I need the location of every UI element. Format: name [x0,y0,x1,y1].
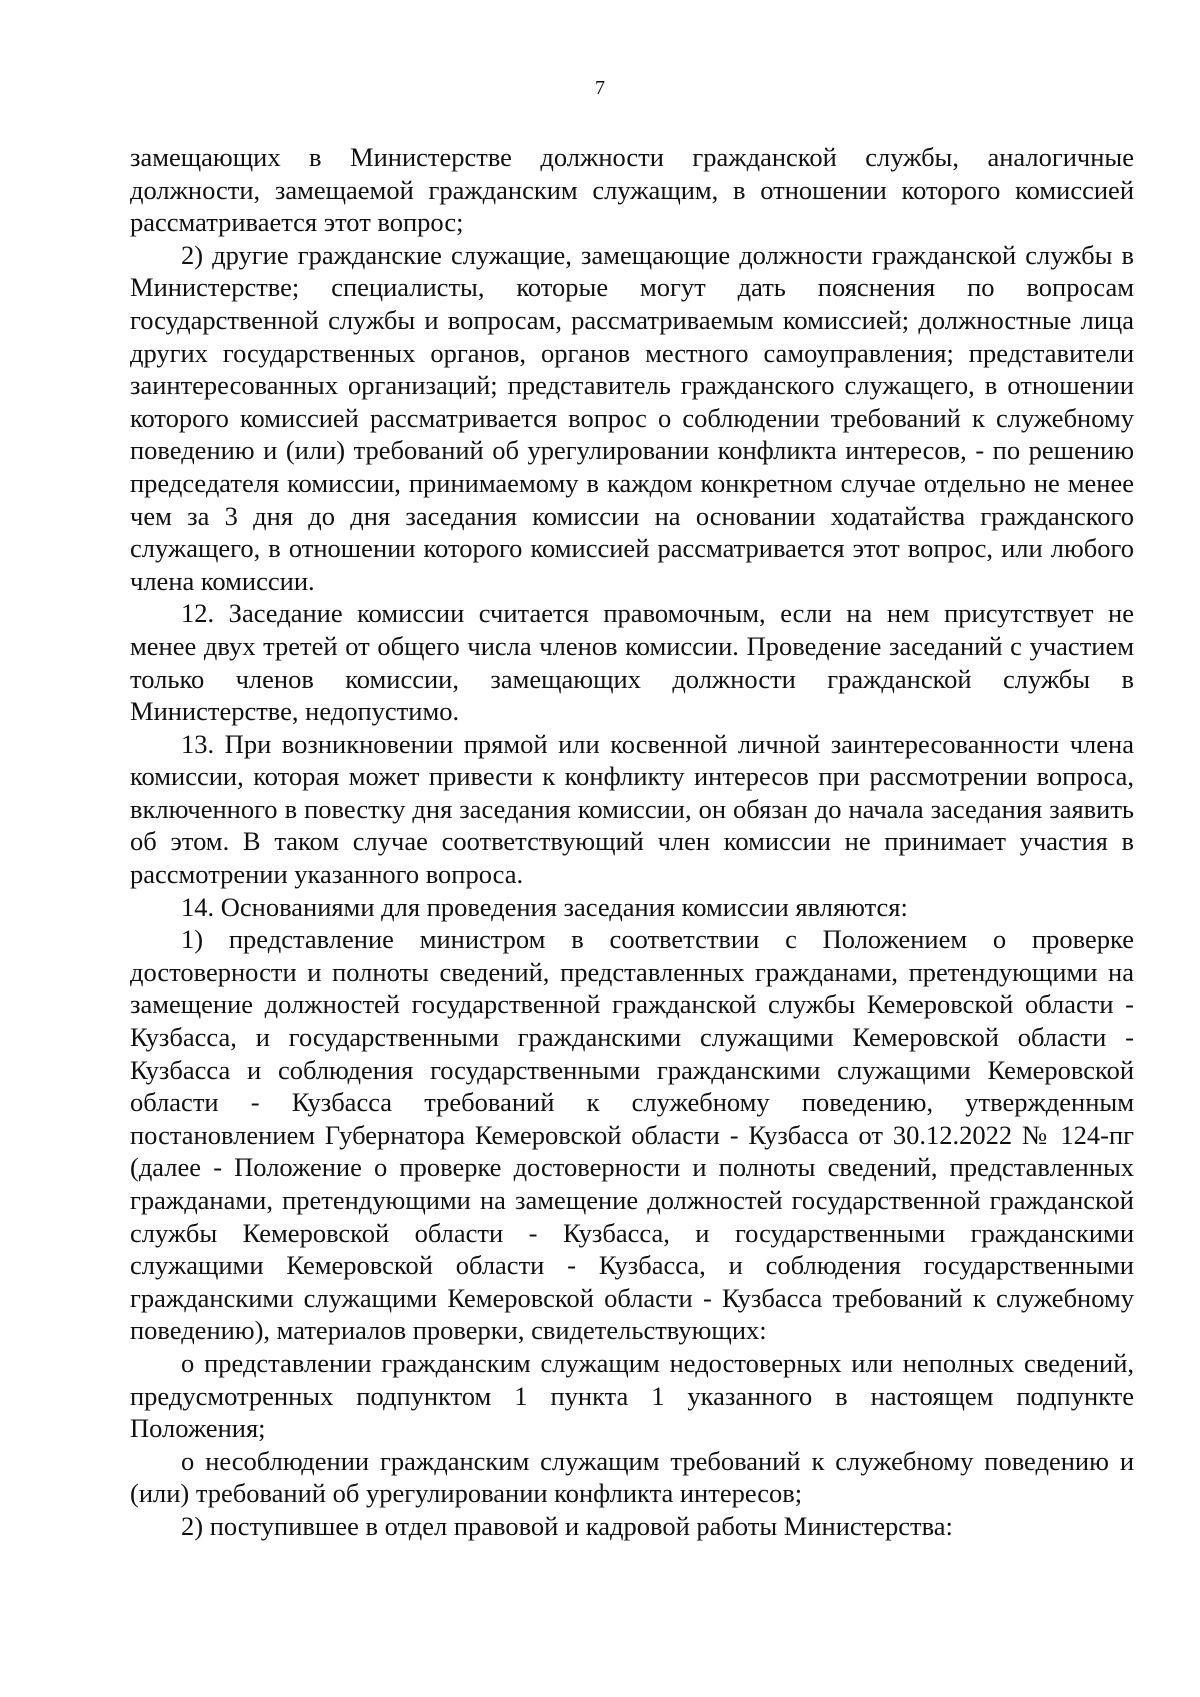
paragraph-subitem-unreliable-info: о представлении гражданским служащим недостоверных или неполных сведений, предусмотренных подпунктом 1 пункта 1 указанного в настоящем подпункте Положения; [130,1347,1134,1444]
document-body [130,141,1134,1543]
paragraph-continuation: замещающих в Министерстве должности гражданской службы, аналогичные должности, замещаемой гражданским служащим, в отношении которого комиссией рассматривается этот вопрос; [130,142,1134,238]
paragraph-13-conflict: 13. При возникновении прямой или косвенной личной заинтересованности члена комиссии, которая может привести к конфликту интересов при рассмотрении вопроса, включенного в повестку дня заседания комиссии, он обязан до начала заседания заявить об этом. В таком случае соответствующий член комиссии не принимает участия в рассмотрении указанного вопроса. [130,728,1134,890]
paragraph-item-2-participants: 2) другие гражданские служащие, замещающие должности гражданской службы в Министерстве; специалисты, которые могут дать пояснения по вопросам государственной службы и вопросам, рассматриваемым комиссией; должностные лица других государственных органов, органов местного самоуправления; представители заинтересованных организаций; представитель гражданского служащего, в отношении которого комиссией рассматривается вопрос о соблюдении требований к служебному поведению и (или) требований об урегулировании конфликта интересов, - по решению председателя комиссии, принимаемому в каждом конкретном случае отдельно не менее чем за 3 дня до дня заседания комиссии на основании ходатайства гражданского служащего, в отношении которого комиссией рассматривается этот вопрос, или любого члена комиссии. [130,239,1134,596]
paragraph-14-grounds: 14. Основаниями для проведения заседания комиссии являются: [181,891,908,922]
page-number: 7 [595,77,605,99]
paragraph-subitem-noncompliance: о несоблюдении гражданским служащим требований к служебному поведению и (или) требований об урегулировании конфликта интересов; [130,1445,1134,1509]
paragraph-12-quorum: 12. Заседание комиссии считается правомочным, если на нем присутствует не менее двух третей от общего числа членов комиссии. Проведение заседаний с участием только членов комиссии, замещающих должности гражданской службы в Министерстве, недопустимо. [130,598,1134,727]
paragraph-14-item-2: 2) поступившее в отдел правовой и кадровой работы Министерства: [181,1510,953,1541]
paragraph-14-item-1: 1) представление министром в соответствии с Положением о проверке достоверности и полноты сведений, представленных гражданами, претендующими на замещение должностей государственной гражданской службы Кемеровской области - Кузбасса, и государственными гражданскими служащими Кемеровской области - Кузбасса и соблюдения государственными гражданскими служащими Кемеровской области - Кузбасса требований к служебному поведению, утвержденным постановлением Губернатора Кемеровской области - Кузбасса от 30.12.2022 № 124-пг (далее - Положение о проверке достоверности и полноты сведений, представленных гражданами, претендующими на замещение должностей государственной гражданской службы Кемеровской области - Кузбасса, и государственными гражданскими служащими Кемеровской области - Кузбасса, и соблюдения государственными гражданскими служащими Кемеровской области - Кузбасса требований к служебному поведению), материалов проверки, свидетельствующих: [130,924,1134,1346]
